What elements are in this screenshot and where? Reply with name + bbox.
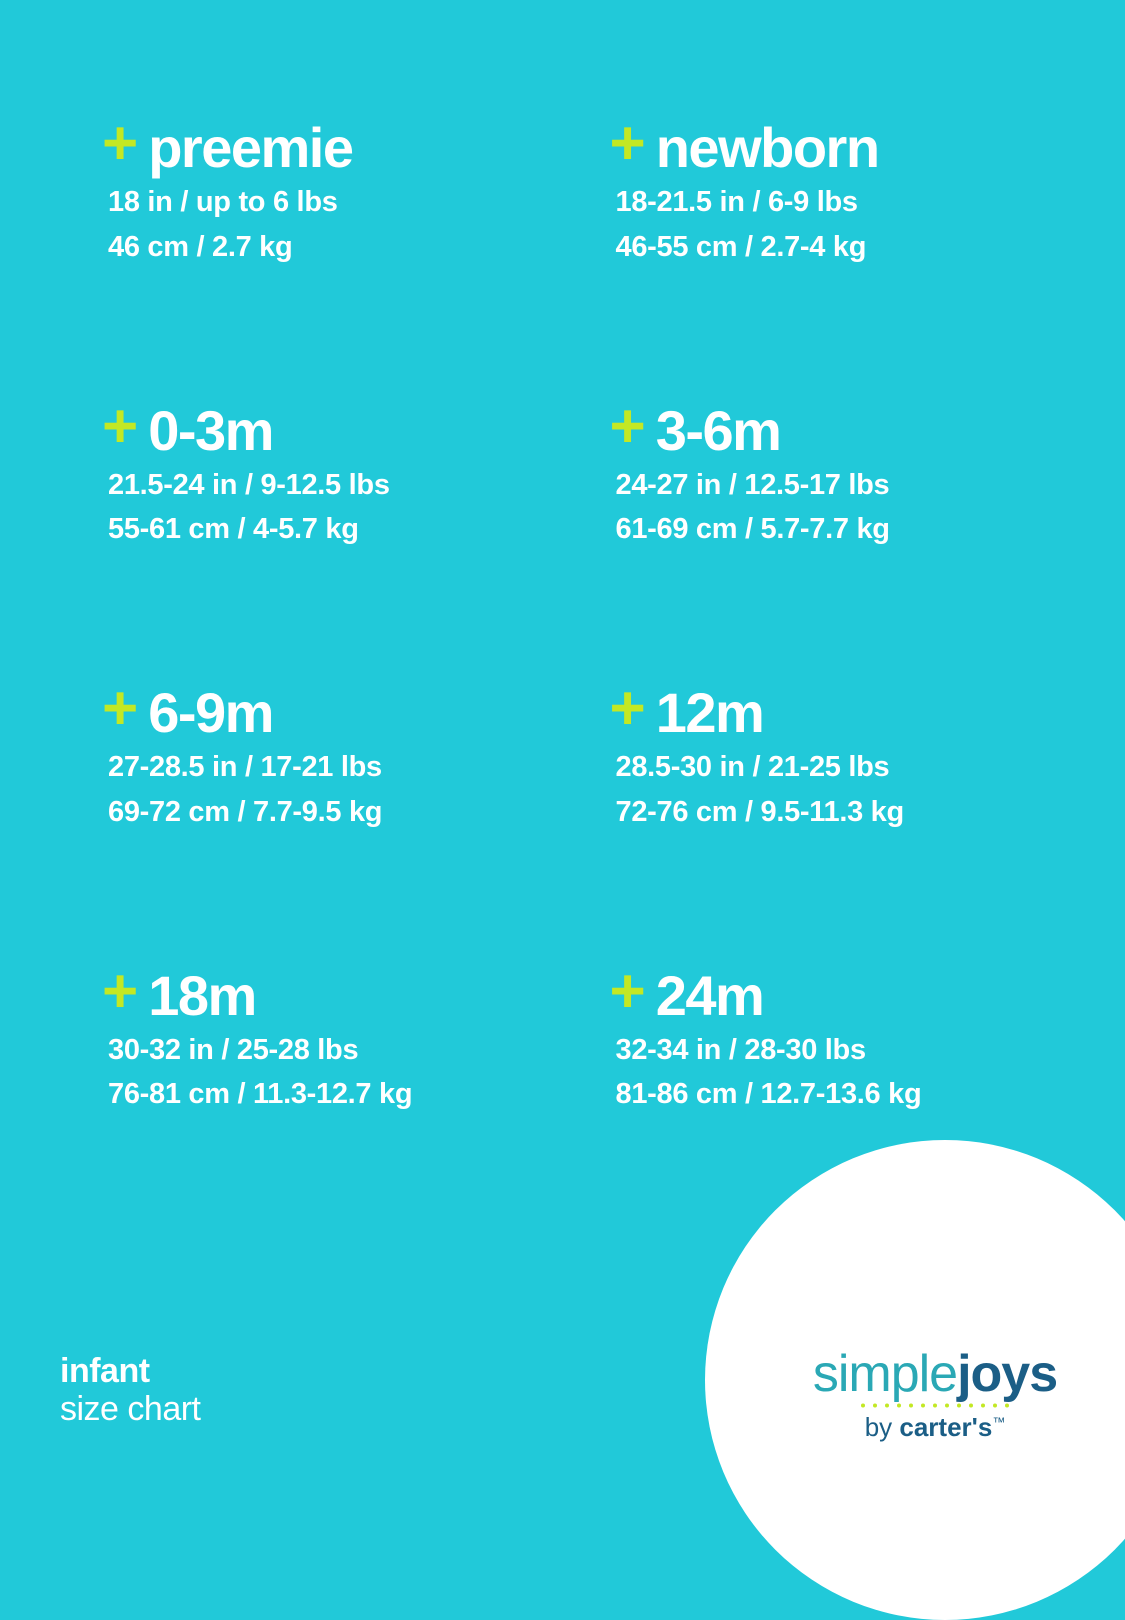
- size-imperial: 21.5-24 in / 9-12.5 lbs: [108, 468, 390, 501]
- chart-title-line1: infant: [60, 1351, 150, 1390]
- size-heading: [102, 391, 558, 462]
- size-imperial: 28.5-30 in / 21-25 lbs: [615, 751, 890, 783]
- size-label: newborn: [655, 116, 879, 179]
- size-label: preemie: [148, 116, 353, 179]
- size-imperial: 24-27 in / 12.5-17 lbs: [615, 468, 890, 501]
- size-metric: 72-76 cm / 9.5-11.3 kg: [615, 795, 904, 828]
- size-heading: [102, 956, 558, 1027]
- size-heading: [609, 674, 1066, 744]
- size-heading: [102, 109, 558, 179]
- size-heading: [102, 674, 558, 744]
- plus-icon: +: [609, 391, 646, 461]
- brand-name-joys: joys: [957, 1345, 1058, 1403]
- size-metric: 46-55 cm / 2.7-4 kg: [615, 230, 867, 263]
- plus-icon: +: [102, 391, 139, 461]
- size-label: 12m: [655, 681, 764, 744]
- size-label: 3-6m: [655, 398, 781, 462]
- plus-icon: +: [609, 956, 646, 1026]
- size-label: 0-3m: [148, 398, 273, 462]
- plus-icon: +: [102, 674, 139, 744]
- size-label: 18m: [148, 963, 256, 1027]
- plus-icon: +: [609, 109, 646, 179]
- plus-icon: +: [102, 109, 139, 179]
- size-label: 24m: [655, 963, 764, 1027]
- brand-tagline: [785, 1414, 1085, 1440]
- size-metric: 55-61 cm / 4-5.7 kg: [108, 513, 359, 546]
- brand-by: by: [864, 1412, 893, 1442]
- size-imperial: 30-32 in / 25-28 lbs: [108, 1033, 359, 1066]
- size-metric: 46 cm / 2.7 kg: [108, 230, 293, 263]
- size-heading: [609, 391, 1066, 462]
- size-entry-newborn: [568, 109, 1066, 403]
- chart-title: [60, 1352, 201, 1428]
- brand-name: [785, 1345, 1085, 1403]
- size-imperial: 27-28.5 in / 17-21 lbs: [108, 751, 382, 783]
- plus-icon: +: [609, 674, 646, 744]
- brand-carters: carter's: [899, 1412, 993, 1442]
- size-metric: 61-69 cm / 5.7-7.7 kg: [615, 513, 890, 546]
- size-imperial: 32-34 in / 28-30 lbs: [615, 1033, 866, 1066]
- size-heading: [609, 109, 1066, 179]
- size-entry-12m: [568, 674, 1066, 968]
- size-metric: 76-81 cm / 11.3-12.7 kg: [108, 1078, 413, 1111]
- trademark-symbol: ™: [992, 1414, 1006, 1430]
- plus-icon: +: [102, 956, 139, 1026]
- size-metric: 69-72 cm / 7.7-9.5 kg: [108, 795, 383, 828]
- size-label: 6-9m: [148, 681, 273, 744]
- size-entry-3-6m: [568, 391, 1066, 686]
- size-entry-preemie: [60, 109, 558, 403]
- brand-name-simple: simple: [812, 1345, 958, 1403]
- dot-rule-decoration: [860, 1403, 1010, 1408]
- size-entry-6-9m: [60, 674, 558, 968]
- size-heading: [609, 956, 1066, 1027]
- size-imperial: 18 in / up to 6 lbs: [108, 186, 338, 218]
- size-metric: 81-86 cm / 12.7-13.6 kg: [615, 1078, 922, 1111]
- size-entry-18m: [60, 956, 558, 1251]
- size-entry-0-3m: [60, 391, 558, 686]
- brand-logo: [785, 1345, 1085, 1442]
- size-imperial: 18-21.5 in / 6-9 lbs: [615, 186, 858, 218]
- chart-title-line2: size chart: [60, 1389, 201, 1428]
